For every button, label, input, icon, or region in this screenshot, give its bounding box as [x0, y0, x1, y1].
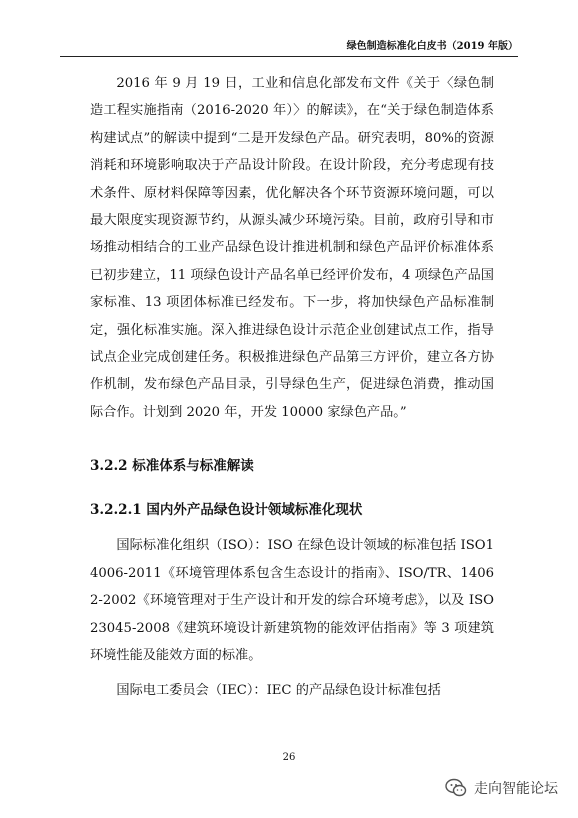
- header-title: 绿色制造标准化白皮书（2019 年版）: [346, 41, 518, 52]
- paragraph-iec-standards: 国际电工委员会（IEC）：IEC 的产品绿色设计标准包括: [116, 683, 441, 699]
- wechat-icon: [444, 776, 468, 800]
- paragraph-iso-standards: 国际标准化组织（ISO）：ISO 在绿色设计领域的标准包括 ISO14006-2011《环境管理体系包含生态设计的指南》、ISO/TR、14062-2002《环境管理对于生产设计和开发的综合环境考虑》，以及 ISO23045-2008《建筑环境设计新建筑物的能效评估指南》等 3 项建筑环境性能及能效方面的标准。: [90, 538, 494, 663]
- section-heading-3-2-2: 3.2.2 标准体系与标准解读: [90, 458, 254, 475]
- page-header: [60, 38, 518, 57]
- document-body: [90, 70, 494, 705]
- paragraph-policy-interpretation: 2016 年 9 月 19 日，工业和信息化部发布文件《关于〈绿色制造工程实施指南（2016-2020 年）〉的解读》，在“关于绿色制造体系构建试点”的解读中提到“二是开发绿色产品。研究表明，80%的资源消耗和环境影响取决于产品设计阶段。在设计阶段，充分考虑现有技术条件、原材料保障等因素，优化解决各个环节资源环境问题，可以最大限度实现资源节约，从源头减少环境污染。目前，政府引导和市场推动相结合的工业产品绿色设计推进机制和绿色产品评价标准体系已初步建立，11 项绿色设计产品名单已经评价发布，4 项绿色产品国家标准、13 项团体标准已经发布。下一步，将加快绿色产品标准制定，强化标准实施。深入推进绿色设计示范企业创建试点工作，指导试点企业完成创建任务。积极推进绿色产品第三方评价，建立各方协作机制，发布绿色产品目录，引导绿色生产，促进绿色消费，推动国际合作。计划到 2020 年，开发 10000 家绿色产品。”: [90, 76, 494, 420]
- watermark-text: 走向智能论坛: [474, 781, 558, 797]
- watermark: [444, 775, 558, 801]
- section-heading-3-2-2-1: 3.2.2.1 国内外产品绿色设计领域标准化现状: [90, 502, 363, 519]
- page-number: 26: [282, 752, 296, 763]
